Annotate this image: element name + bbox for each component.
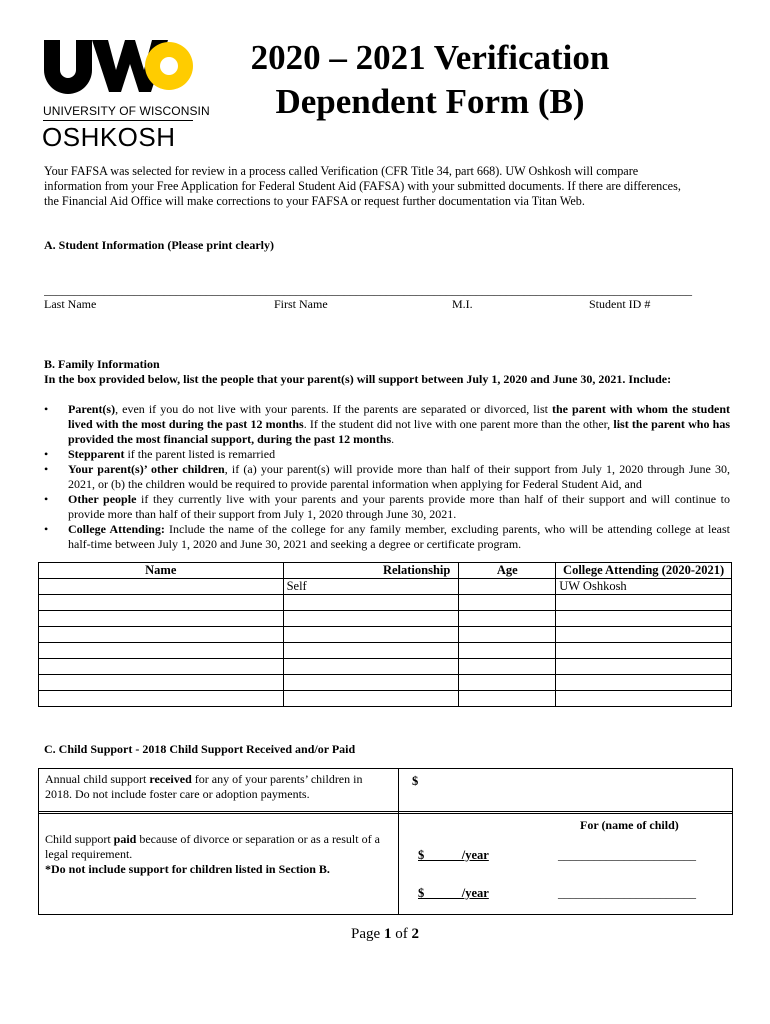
intro-line: Your FAFSA was selected for review in a process called Verification (CFR Title 34, part 668). UW Oshkosh will compare (44, 164, 639, 178)
bullet-icon: • (44, 447, 49, 461)
list-item: • Other people if they currently live with your parents and your parents provide more than half of their support and will continue to provide more than half of their support from July 1, 2020 through June 30, 2021. (44, 492, 730, 521)
column-divider (398, 769, 399, 813)
cell-age[interactable] (459, 611, 556, 627)
child-name-field-1[interactable]: _______________________ (558, 848, 696, 862)
paid-amount-field-1[interactable]: $ /year (418, 848, 489, 862)
paid-amount-field-2[interactable]: $ /year (418, 886, 489, 900)
cell-relationship[interactable] (283, 643, 459, 659)
table-row (39, 691, 732, 707)
cell-relationship[interactable] (283, 627, 459, 643)
cell-name[interactable] (39, 659, 284, 675)
bullet-icon: • (44, 492, 49, 506)
for-child-label: For (name of child) (580, 818, 679, 832)
cell-name[interactable] (39, 579, 284, 595)
list-item: • Parent(s), even if you do not live with your parents. If the parents are separated or divorced, list the parent with whom the student lived with the most during the past 12 months. If the student did not live with one parent more than the other, list the parent who has provided the most financial support, during the past 12 months. (44, 402, 730, 446)
col-relationship-header: Relationship (283, 563, 459, 579)
mi-label: M.I. (452, 297, 473, 311)
col-college-header: College Attending (2020-2021) (556, 563, 732, 579)
cell-age[interactable] (459, 627, 556, 643)
table-row (39, 627, 732, 643)
paid-description: Child support paid because of divorce or separation or as a result of a legal requirement. *Do not include support for children listed in Section B. (45, 832, 391, 877)
list-item: • College Attending: Include the name of the college for any family member, excluding parents, who will be attending college at least half-time between July 1, 2020 and June 30, 2021 and seeking a degree or certificate program. (44, 522, 730, 551)
cell-relationship[interactable] (283, 675, 459, 691)
cell-college[interactable] (556, 675, 732, 691)
cell-college[interactable] (556, 643, 732, 659)
col-name-header: Name (39, 563, 284, 579)
intro-paragraph (44, 164, 734, 209)
bullet-icon: • (44, 462, 49, 476)
child-name-field-2[interactable]: _______________________ (558, 886, 696, 900)
intro-line: the Financial Aid Office will make corrections to your FAFSA or request further documentation via Titan Web. (44, 194, 585, 208)
child-support-paid-box (38, 811, 733, 915)
cell-relationship[interactable] (283, 659, 459, 675)
section-c-heading: C. Child Support - 2018 Child Support Received and/or Paid (44, 742, 356, 756)
cell-age[interactable] (459, 579, 556, 595)
cell-age[interactable] (459, 643, 556, 659)
logo-campus-text: OSHKOSH (42, 122, 176, 152)
cell-age[interactable] (459, 675, 556, 691)
family-table (38, 562, 732, 707)
cell-name[interactable] (39, 595, 284, 611)
cell-name[interactable] (39, 627, 284, 643)
cell-age[interactable] (459, 691, 556, 707)
table-row (39, 675, 732, 691)
table-row (39, 611, 732, 627)
logo-university-text: UNIVERSITY OF WISCONSIN (43, 104, 210, 118)
paid-note: *Do not include support for children listed in Section B. (45, 862, 330, 876)
cell-college[interactable]: UW Oshkosh (556, 579, 732, 595)
cell-name[interactable] (39, 675, 284, 691)
form-title (220, 36, 640, 124)
student-id-label: Student ID # (589, 297, 651, 311)
uwo-logo (42, 38, 210, 152)
title-line1: 2020 – 2021 Verification (250, 38, 610, 77)
list-item: • Stepparent if the parent listed is remarried (44, 447, 276, 461)
bullet-icon: • (44, 522, 49, 536)
section-b-heading: B. Family Information (44, 357, 160, 371)
student-info-line[interactable]: ____________________________________________________________________________________________________________ (44, 283, 692, 297)
table-row (39, 659, 732, 675)
cell-name[interactable] (39, 611, 284, 627)
uwo-logo-mark (42, 38, 194, 94)
last-name-label: Last Name (44, 297, 97, 311)
section-b-instruction: In the box provided below, list the people that your parent(s) will support between July 1, 2020 and June 30, 2021. Include: (44, 372, 672, 386)
cell-relationship[interactable]: Self (283, 579, 459, 595)
bullet-icon: • (44, 402, 49, 416)
cell-relationship[interactable] (283, 611, 459, 627)
include-list (44, 402, 730, 552)
cell-name[interactable] (39, 643, 284, 659)
column-divider (398, 812, 399, 914)
cell-college[interactable] (556, 611, 732, 627)
logo-divider (43, 120, 193, 121)
first-name-label: First Name (274, 297, 328, 311)
title-line2: Dependent Form (B) (275, 82, 585, 121)
cell-college[interactable] (556, 595, 732, 611)
cell-relationship[interactable] (283, 691, 459, 707)
received-description: Annual child support received for any of your parents’ children in 2018. Do not include foster care or adoption payments. (45, 772, 363, 801)
list-item: • Your parent(s)’ other children, if (a) your parent(s) will provide more than half of their support from July 1, 2020 through June 30, 2021, or (b) the children would be required to provide parental information when applying for Federal Student Aid, and (44, 462, 730, 491)
col-age-header: Age (459, 563, 556, 579)
section-a-heading: A. Student Information (Please print clearly) (44, 238, 274, 252)
table-row (39, 595, 732, 611)
received-amount-field[interactable]: $ (412, 774, 419, 788)
child-support-received-box (38, 768, 733, 814)
cell-age[interactable] (459, 595, 556, 611)
table-row (39, 643, 732, 659)
page-number: Page 1 of 2 (351, 926, 419, 942)
table-row (39, 579, 732, 595)
cell-relationship[interactable] (283, 595, 459, 611)
cell-college[interactable] (556, 691, 732, 707)
intro-line: information from your Free Application for Federal Student Aid (FAFSA) with your submitted documents. If there are differences, (44, 179, 681, 193)
cell-age[interactable] (459, 659, 556, 675)
table-header-row (39, 563, 732, 579)
cell-college[interactable] (556, 659, 732, 675)
cell-name[interactable] (39, 691, 284, 707)
cell-college[interactable] (556, 627, 732, 643)
